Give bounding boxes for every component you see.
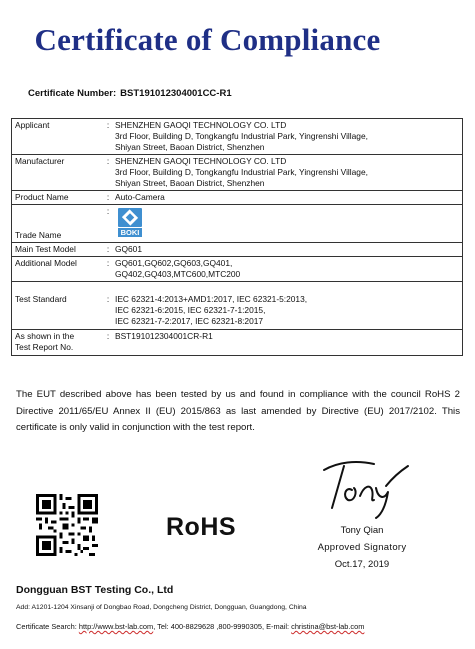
report-label-line2: Test Report No. (15, 342, 74, 352)
boki-logo-icon (115, 208, 145, 238)
row-main-test-model (12, 243, 463, 257)
signature-image (316, 456, 412, 520)
report-label-line1: As shown in the (15, 331, 75, 341)
page-title: Certificate of Compliance (34, 22, 381, 57)
field-colon: : (104, 155, 112, 191)
applicant-address-line1: 3rd Floor, Building D, Tongkangfu Industrial Park, Yingrenshi Village, (115, 131, 368, 141)
field-label: Additional Model (12, 257, 105, 282)
certificate-number (28, 88, 232, 99)
row-report-number (12, 330, 463, 356)
additional-model-line1: GQ601,GQ602,GQ603,GQ401, (115, 258, 233, 268)
field-label (12, 205, 105, 243)
trade-name-label: Trade Name (15, 230, 62, 240)
search-label: Certificate Search: (16, 622, 77, 631)
field-value (112, 205, 463, 243)
field-colon: : (104, 330, 112, 356)
test-standard-line2: IEC 62321-6:2015, IEC 62321-7-1:2015, (115, 305, 266, 315)
manufacturer-name: SHENZHEN GAOQI TECHNOLOGY CO. LTD (115, 156, 287, 166)
field-label: Main Test Model (12, 243, 105, 257)
test-standard-label: Test Standard (15, 294, 67, 304)
certificate-details-table (11, 118, 463, 356)
signatory-title: Approved Signatory (317, 542, 407, 553)
field-label (12, 282, 105, 330)
field-label (12, 330, 105, 356)
row-manufacturer (12, 155, 463, 191)
additional-model-line2: GQ402,GQ403,MTC600,MTC200 (115, 269, 241, 279)
contact-tel: , Tel: 400-8829628 ,800-9990305, E-mail: (153, 622, 292, 631)
field-value: BST191012304001CR-R1 (112, 330, 463, 356)
row-trade-name (12, 205, 463, 243)
certificate-search (16, 622, 364, 631)
company-address: Add: A1201-1204 Xinsanji of Dongbao Road, Dongcheng District, Dongguan, Guangdong, China (16, 604, 307, 611)
certificate-number-label: Certificate Number: (28, 88, 117, 99)
certificate-number-value: BST191012304001CC-R1 (120, 88, 232, 99)
manufacturer-address-line1: 3rd Floor, Building D, Tongkangfu Industrial Park, Yingrenshi Village, (115, 167, 368, 177)
test-standard-line3: IEC 62321-7-2:2017, IEC 62321-8:2017 (115, 316, 264, 326)
compliance-statement: The EUT described above has been tested by us and found in compliance with the council RoHS 2 Directive 2011/65/EU Annex II (EU) 2015/863 as last amended by Directive (EU) 2017/2102. This certificate is only valid in conjunction with the test report. (16, 389, 460, 433)
field-colon: : (104, 119, 112, 155)
row-test-standard (12, 282, 463, 330)
field-value (112, 119, 463, 155)
row-additional-model (12, 257, 463, 282)
applicant-address-line2: Shiyan Street, Baoan District, Shenzhen (115, 142, 265, 152)
field-value (112, 282, 463, 330)
website-link[interactable]: http://www.bst-lab.com (78, 622, 154, 631)
email-link[interactable]: christina@bst-lab.com (291, 622, 365, 631)
applicant-name: SHENZHEN GAOQI TECHNOLOGY CO. LTD (115, 120, 287, 130)
field-value: GQ601 (112, 243, 463, 257)
signature-date: Oct.17, 2019 (334, 559, 390, 570)
company-name: Dongguan BST Testing Co., Ltd (16, 584, 174, 596)
field-label: Applicant (12, 119, 105, 155)
field-colon: : (104, 191, 112, 205)
field-value (112, 155, 463, 191)
field-colon: : (104, 282, 112, 330)
field-label: Product Name (12, 191, 105, 205)
field-colon: : (104, 205, 112, 243)
rohs-mark: RoHS (166, 513, 237, 541)
test-standard-line1: IEC 62321-4:2013+AMD1:2017, IEC 62321-5:2013, (115, 294, 308, 304)
field-colon: : (104, 257, 112, 282)
signatory-name: Tony Qian (340, 525, 384, 536)
field-value: Auto-Camera (112, 191, 463, 205)
manufacturer-address-line2: Shiyan Street, Baoan District, Shenzhen (115, 178, 265, 188)
field-label: Manufacturer (12, 155, 105, 191)
row-product-name (12, 191, 463, 205)
field-colon: : (104, 243, 112, 257)
logo-text: BOKI (120, 228, 140, 238)
row-applicant (12, 119, 463, 155)
field-value (112, 257, 463, 282)
qr-code-icon (36, 494, 98, 556)
